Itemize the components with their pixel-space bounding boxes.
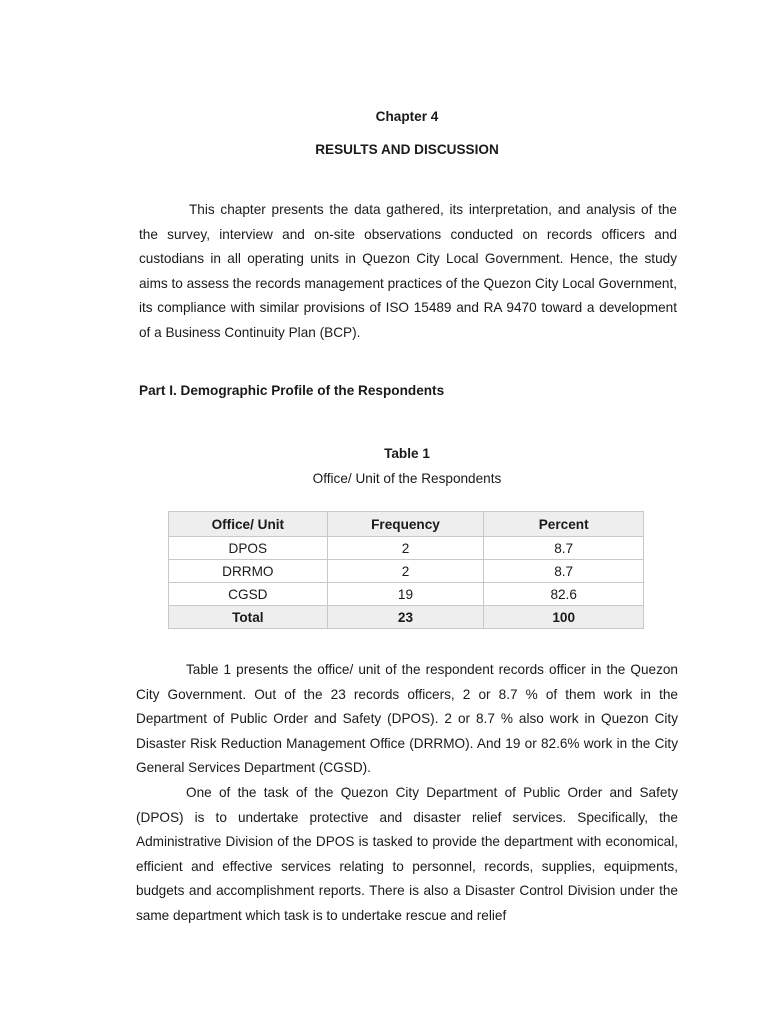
table-label: Table 1 [384, 446, 430, 461]
table-row [169, 537, 644, 560]
cell-frequency: 2 [327, 560, 484, 583]
header-frequency: Frequency [327, 512, 484, 537]
cell-frequency: 2 [327, 537, 484, 560]
table-header-row [169, 512, 644, 537]
table-caption: Office/ Unit of the Respondents [312, 471, 502, 486]
respondents-table [168, 511, 644, 629]
intro-paragraph: This chapter presents the data gathered, its interpretation, and analysis of the the survey, interview and on-site observations conducted on records officers and custodians in all operating units in Quezon City Local Government. Hence, the study aims to assess the records management practices of the Quezon City Local Government, its compliance with similar provisions of ISO 15489 and RA 9470 toward a development of a Business Continuity Plan (BCP). [139, 202, 677, 340]
table-row [169, 560, 644, 583]
header-office-unit: Office/ Unit [169, 512, 328, 537]
header-percent: Percent [484, 512, 644, 537]
cell-percent: 8.7 [484, 560, 644, 583]
chapter-label: Chapter 4 [375, 109, 439, 124]
cell-office: CGSD [169, 583, 328, 606]
dpos-paragraph: One of the task of the Quezon City Department of Public Order and Safety (DPOS) is to undertake protective and disaster relief services. Specifically, the Administrative Division of the DPOS is tasked to provide the department with economical, efficient and effective services relating to personnel, records, supplies, equipments, budgets and accomplishment reports. There is also a Disaster Control Division under the same department which task is to undertake rescue and relief [136, 785, 678, 923]
table-row [169, 583, 644, 606]
chapter-title: RESULTS AND DISCUSSION [315, 142, 499, 157]
cell-percent: 82.6 [484, 583, 644, 606]
part-heading: Part I. Demographic Profile of the Respondents [139, 383, 445, 398]
total-percent: 100 [484, 606, 644, 629]
table-discussion-paragraph: Table 1 presents the office/ unit of the respondent records officer in the Quezon City Government. Out of the 23 records officers, 2 or 8.7 % of them work in the Department of Public Order and Safety (DPOS). 2 or 8.7 % also work in Quezon City Disaster Risk Reduction Management Office (DRRMO). And 19 or 82.6% work in the City General Services Department (CGSD). [136, 662, 678, 775]
table-total-row [169, 606, 644, 629]
total-label: Total [169, 606, 328, 629]
cell-percent: 8.7 [484, 537, 644, 560]
cell-frequency: 19 [327, 583, 484, 606]
cell-office: DRRMO [169, 560, 328, 583]
total-frequency: 23 [327, 606, 484, 629]
cell-office: DPOS [169, 537, 328, 560]
